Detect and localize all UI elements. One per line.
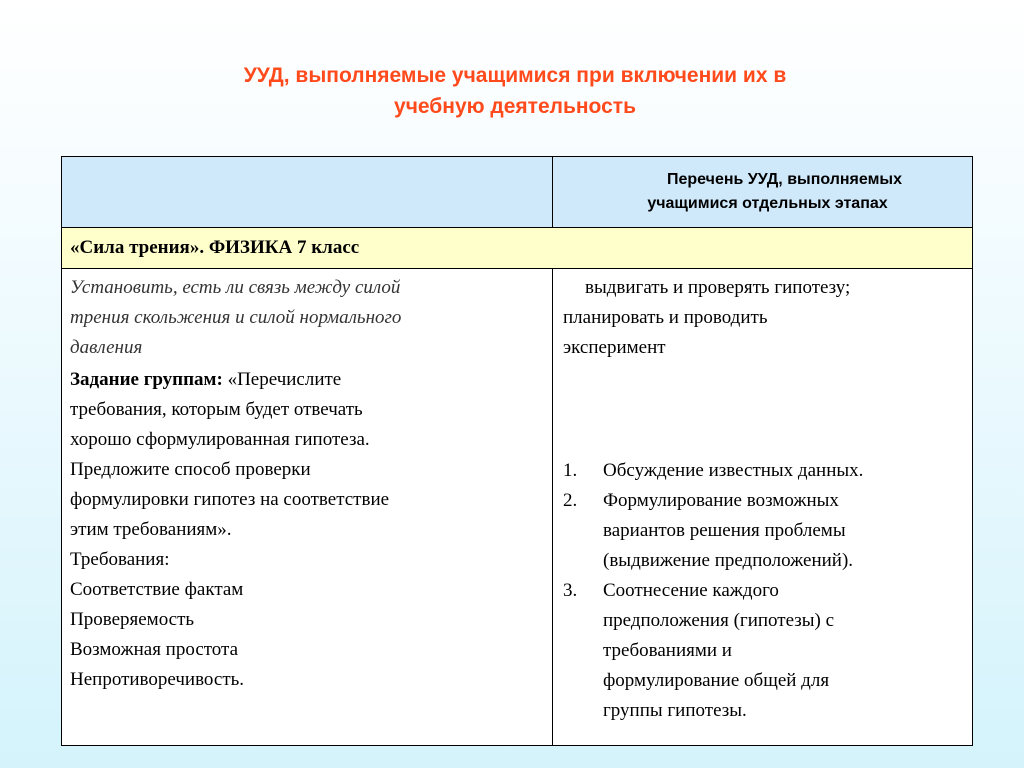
requirement-item: Возможная простота: [70, 639, 239, 660]
task-cell: [62, 269, 553, 746]
task-line: хорошо сформулированная гипотеза.: [70, 429, 370, 450]
header-text-line-1: Перечень УУД, выполняемых: [667, 171, 902, 188]
uud-cell: [553, 269, 973, 746]
task-line: Предложите способ проверки: [70, 459, 311, 480]
task-text: «Перечислите: [222, 369, 342, 390]
step-item: [563, 456, 964, 486]
slide-title-line-2: учебную деятельность: [394, 95, 636, 118]
header-text-line-2: учащимися отдельных этапах: [647, 195, 888, 212]
step-line: Обсуждение известных данных.: [603, 460, 864, 481]
requirement-item: Проверяемость: [70, 609, 195, 630]
step-line: Формулирование возможных: [603, 490, 839, 511]
group-task: [70, 365, 546, 545]
content-row: [62, 269, 973, 746]
step-line: предположения (гипотезы) с: [603, 610, 835, 631]
step-line: требованиями и: [603, 640, 732, 661]
header-cell-empty: [62, 157, 553, 228]
skill-line: планировать и проводить: [563, 307, 768, 328]
slide-title: [60, 60, 970, 122]
step-line: группы гипотезы.: [603, 700, 747, 721]
lesson-aim: [70, 273, 546, 363]
skill-line: выдвигать и проверять гипотезу;: [585, 277, 851, 298]
step-line: вариантов решения проблемы: [603, 520, 846, 541]
steps-list: [563, 456, 964, 726]
step-line: (выдвижение предположений).: [603, 550, 854, 571]
skills-list: [563, 273, 964, 363]
uud-table: [61, 156, 973, 746]
requirements-label: Требования:: [70, 549, 170, 570]
aim-line: трения скольжения и силой нормального: [70, 307, 402, 328]
requirements: [70, 545, 546, 695]
step-line: формулирование общей для: [603, 670, 830, 691]
requirement-item: Непротиворечивость.: [70, 669, 245, 690]
aim-line: Установить, есть ли связь между силой: [70, 277, 401, 298]
header-cell-uud-list: [553, 157, 973, 228]
slide-title-line-1: УУД, выполняемые учащимися при включении их в: [243, 64, 787, 87]
skill-line: эксперимент: [563, 337, 666, 358]
task-line: этим требованиям».: [70, 519, 232, 540]
table-header-row: [62, 157, 973, 228]
step-line: Соотнесение каждого: [603, 580, 779, 601]
task-line: требования, которым будет отвечать: [70, 399, 363, 420]
step-item: [563, 486, 964, 576]
topic-row: [62, 228, 973, 269]
topic-cell: «Сила трения». ФИЗИКА 7 класс: [62, 228, 973, 269]
task-line: [70, 365, 546, 395]
task-label: Задание группам:: [70, 369, 223, 390]
step-number: 2.: [563, 490, 578, 511]
requirement-item: Соответствие фактам: [70, 579, 244, 600]
aim-line: давления: [70, 337, 143, 358]
step-number: 3.: [563, 580, 578, 601]
step-number: 1.: [563, 460, 578, 481]
step-item: [563, 576, 964, 726]
task-line: формулировки гипотез на соответствие: [70, 489, 390, 510]
